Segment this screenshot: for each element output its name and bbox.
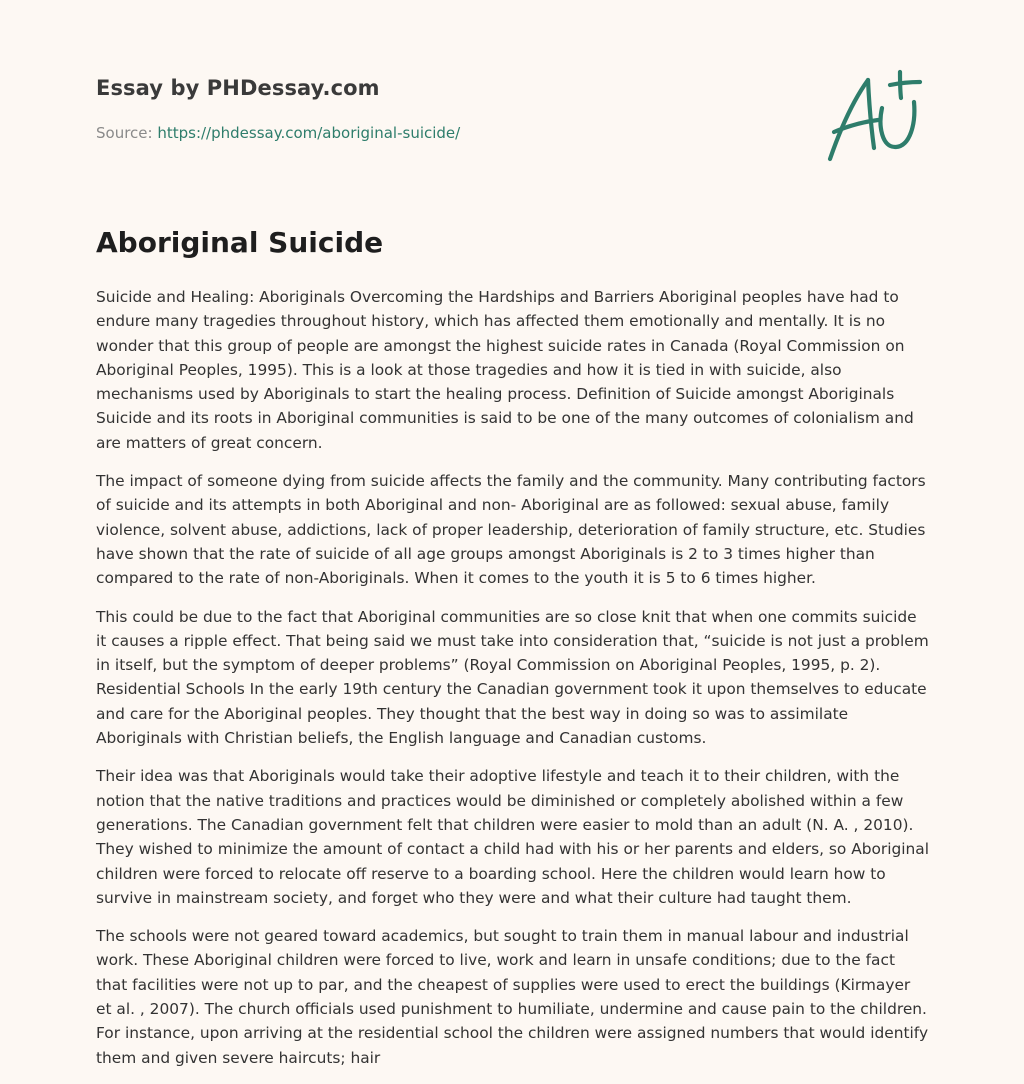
a-plus-logo-graphic xyxy=(822,68,926,164)
essay-title: Aboriginal Suicide xyxy=(96,226,384,259)
essay-paragraph: This could be due to the fact that Aboriginal communities are so close knit that when one commits suicide it causes a ripple effect. That being said we must take into consideration that, “suicide is not just a problem in itself, but the symptom of deeper problems” (Royal Commission on Aboriginal Peoples, 1995, p. 2). Residential Schools In the early 19th century the Canadian government took it upon themselves to educate and care for the Aboriginal peoples. They thought that the best way in doing so was to assimilate Aboriginals with Christian beliefs, the English language and Canadian customs. xyxy=(96,607,929,748)
a-plus-logo-icon xyxy=(822,68,926,164)
source-link[interactable]: https://phdessay.com/aboriginal-suicide/ xyxy=(157,124,461,142)
essay-paragraph: Their idea was that Aboriginals would take their adoptive lifestyle and teach it to their children, with the notion that the native traditions and practices would be diminished or completely abolished within a few generations. The Canadian government felt that children were easier to mold than an adult (N. A. , 2010). They wished to minimize the amount of contact a child had with his or her parents and elders, so Aboriginal children were forced to relocate off reserve to a boarding school. Here the children would learn how to survive in mainstream society, and forget who they were and what their culture had taught them. xyxy=(96,767,930,907)
essay-paragraph: The schools were not geared toward academics, but sought to train them in manual labour and industrial work. These Aboriginal children were forced to live, work and learn in unsafe conditions; due to the fact that facilities were not up to par, and the cheapest of supplies were used to erect the buildings (Kirmayer et al. , 2007). The church officials used punishment to humiliate, undermine and cause pain to the children. For instance, upon arriving at the residential school the children were assigned numbers that would identify them and given severe haircuts; hair xyxy=(96,927,929,1067)
essay-body xyxy=(96,285,930,1084)
source-label: Source: xyxy=(96,124,158,142)
source-line xyxy=(96,124,460,142)
site-brand: Essay by PHDessay.com xyxy=(96,76,380,100)
essay-paragraph: Suicide and Healing: Aboriginals Overcoming the Hardships and Barriers Aboriginal peoples have had to endure many tragedies throughout history, which has affected them emotionally and mentally. It is no wonder that this group of people are amongst the highest suicide rates in Canada (Royal Commission on Aboriginal Peoples, 1995). This is a look at those tragedies and how it is tied in with suicide, also mechanisms used by Aboriginals to start the healing process. Definition of Suicide amongst Aboriginals Suicide and its roots in Aboriginal communities is said to be one of the many outcomes of colonialism and are matters of great concern. xyxy=(96,288,914,452)
essay-paragraph: The impact of someone dying from suicide affects the family and the community. Many contributing factors of suicide and its attempts in both Aboriginal and non- Aboriginal are as followed: sexual abuse, family violence, solvent abuse, addictions, lack of proper leadership, deterioration of family structure, etc. Studies have shown that the rate of suicide of all age groups amongst Aboriginals is 2 to 3 times higher than compared to the rate of non-Aboriginals. When it comes to the youth it is 5 to 6 times higher. xyxy=(96,472,926,588)
